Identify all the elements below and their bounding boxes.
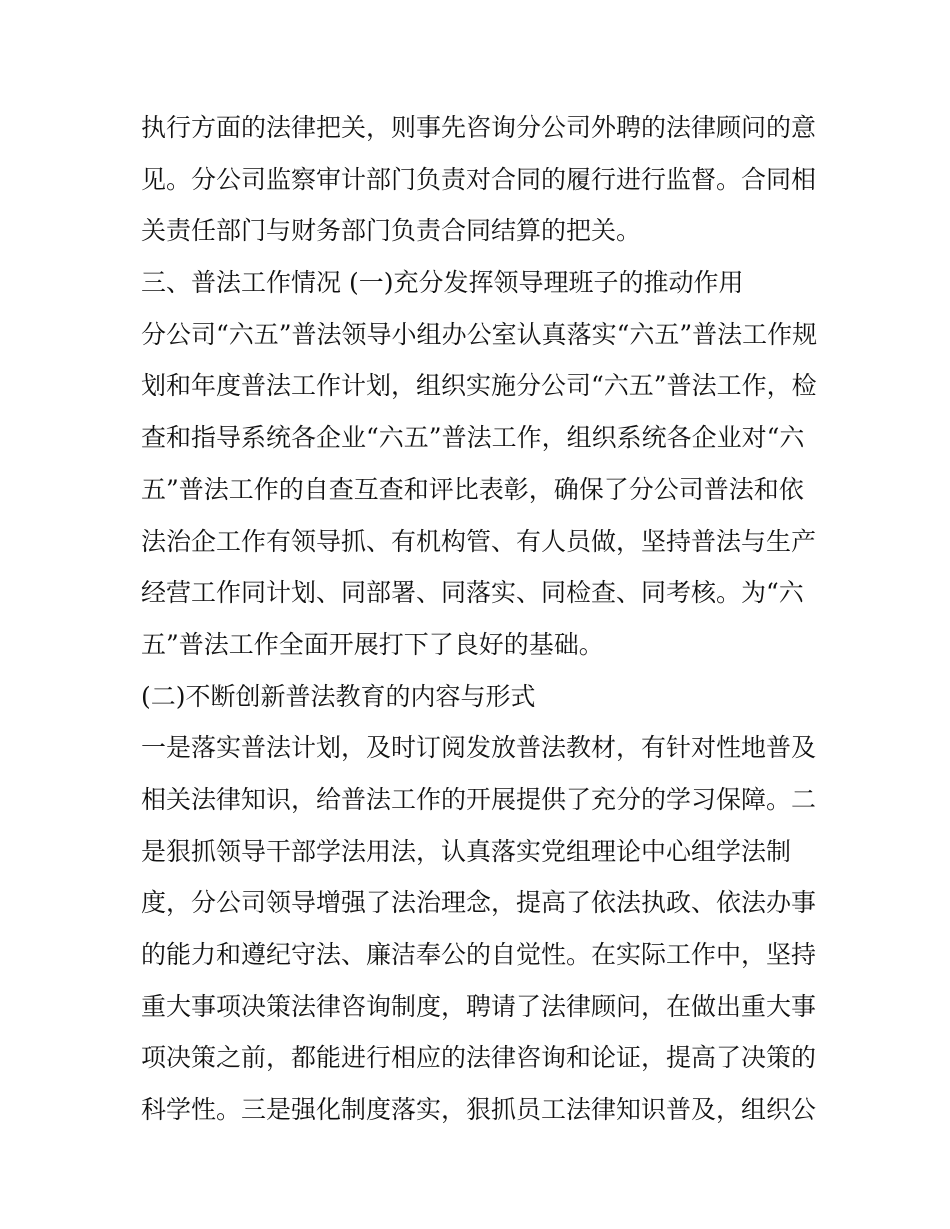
subsection-heading: (二)不断创新普法教育的内容与形式 bbox=[141, 681, 536, 711]
text-line: 执行方面的法律把关，则事先咨询分公司外聘的法律顾问的意 bbox=[141, 113, 817, 142]
text-line: 五”普法工作全面开展打下了良好的基础。 bbox=[141, 629, 604, 659]
section-heading: 三、普法工作情况 (一)充分发挥领导理班子的推动作用 bbox=[141, 268, 744, 298]
text-line: 经营工作同计划、同部署、同落实、同检查、同考核。为“六 bbox=[141, 578, 804, 608]
text-line: 查和指导系统各企业“六五”普法工作，组织系统各企业对“六 bbox=[141, 423, 805, 453]
text-line: 重大事项决策法律咨询制度，聘请了法律顾问，在做出重大事 bbox=[141, 991, 817, 1021]
document-body bbox=[141, 102, 821, 1136]
text-line: 划和年度普法工作计划，组织实施分公司“六五”普法工作，检 bbox=[141, 371, 817, 401]
text-line: 分公司“六五”普法领导小组办公室认真落实“六五”普法工作规 bbox=[141, 319, 818, 349]
text-line: 是狠抓领导干部学法用法，认真落实党组理论中心组学法制 bbox=[141, 836, 792, 866]
text-line: 相关法律知识，给普法工作的开展提供了充分的学习保障。二 bbox=[141, 784, 817, 814]
text-line: 度，分公司领导增强了法治理念，提高了依法执政、依法办事 bbox=[141, 888, 817, 918]
text-line: 科学性。三是强化制度落实，狠抓员工法律知识普及，组织公 bbox=[141, 1095, 817, 1125]
text-line: 五”普法工作的自查互查和评比表彰，确保了分公司普法和依 bbox=[141, 474, 804, 504]
text-line: 关责任部门与财务部门负责合同结算的把关。 bbox=[141, 216, 642, 246]
text-line: 项决策之前，都能进行相应的法律咨询和论证，提高了决策的 bbox=[141, 1043, 817, 1073]
text-line: 的能力和遵纪守法、廉洁奉公的自觉性。在实际工作中，坚持 bbox=[141, 940, 817, 969]
text-line: 见。分公司监察审计部门负责对合同的履行进行监督。合同相 bbox=[141, 164, 817, 194]
text-line: 法治企工作有领导抓、有机构管、有人员做，坚持普法与生产 bbox=[141, 526, 817, 556]
text-line: 一是落实普法计划，及时订阅发放普法教材，有针对性地普及 bbox=[141, 733, 817, 763]
